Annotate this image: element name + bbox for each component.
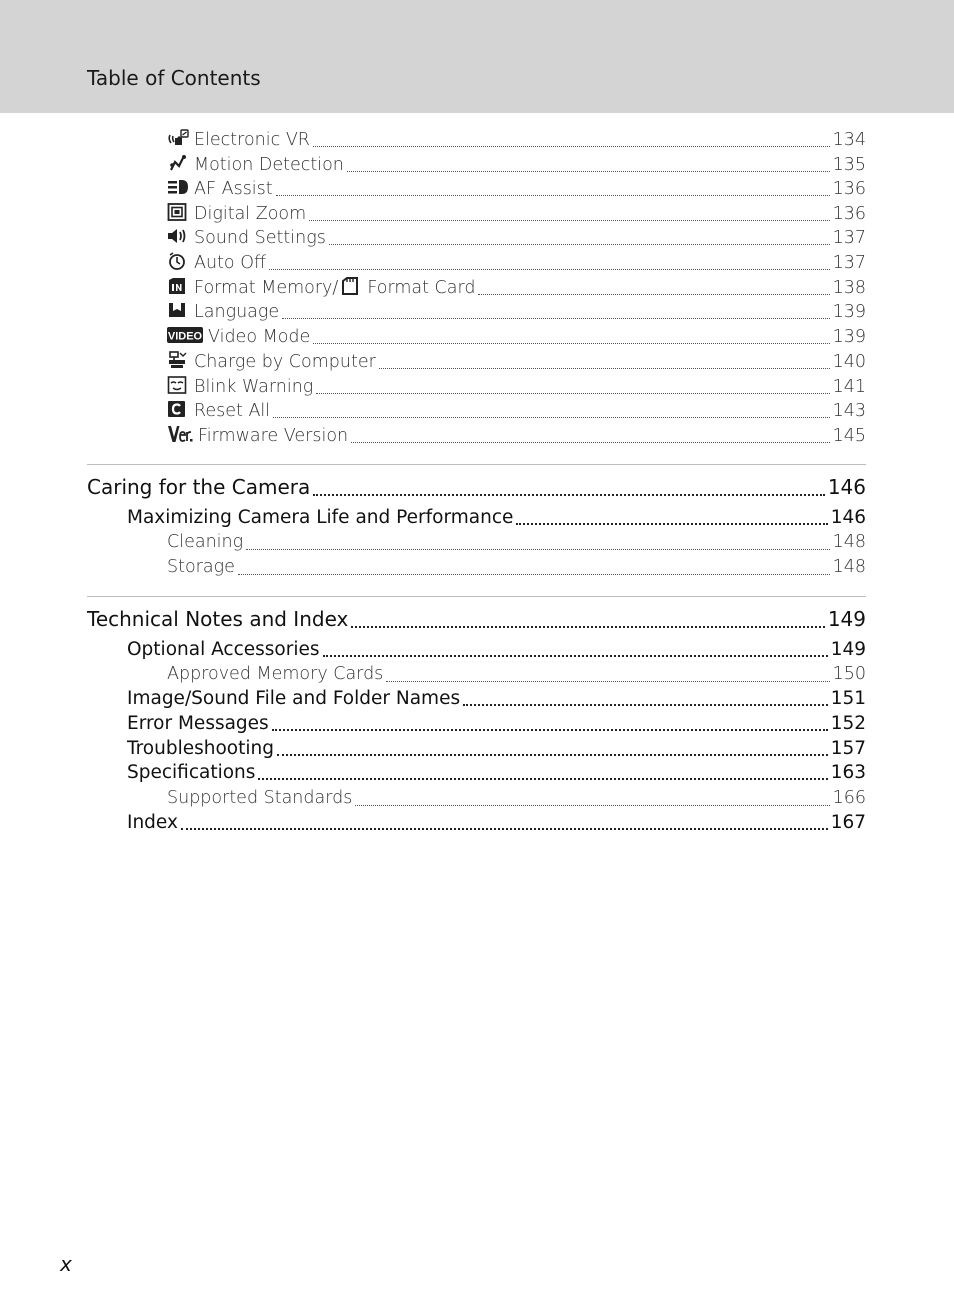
reset-all-icon [167, 400, 189, 418]
toc-section-caring[interactable] [87, 474, 866, 501]
toc-entry-language[interactable] [167, 299, 866, 323]
digital-zoom-icon [167, 203, 189, 221]
entry-label: Troubleshooting [127, 738, 274, 759]
entry-label: Approved Memory Cards [167, 664, 384, 684]
section-divider [87, 464, 866, 465]
entry-label: Maximizing Camera Life and Performance [127, 507, 514, 528]
entry-label: Firmware Version [198, 426, 349, 446]
entry-page: 152 [830, 713, 866, 734]
leader-dots [347, 170, 830, 172]
toc-entry-af-assist[interactable] [167, 176, 866, 200]
leader-dots [282, 317, 829, 319]
firmware-version-icon [167, 425, 193, 443]
toc-entry-sound-settings[interactable] [167, 225, 866, 249]
leader-dots [313, 342, 829, 344]
toc-entry-video-mode[interactable] [167, 324, 866, 348]
entry-label: Format Memory/ [194, 278, 339, 298]
entry-page: 139 [832, 302, 866, 322]
toc-entry-reset-all[interactable] [167, 398, 866, 422]
toc-section-technical-notes[interactable] [87, 606, 866, 633]
entry-page: 136 [832, 179, 866, 199]
leader-dots [277, 753, 828, 756]
entry-page: 167 [830, 812, 866, 833]
page-number: x [60, 1252, 72, 1276]
video-mode-icon [167, 326, 203, 344]
leader-dots [516, 522, 827, 525]
header-band [0, 0, 954, 113]
entry-page: 134 [832, 130, 866, 150]
entry-page: 141 [832, 377, 866, 397]
entry-page: 137 [832, 228, 866, 248]
toc-entry-digital-zoom[interactable] [167, 201, 866, 225]
leader-dots [355, 804, 829, 806]
entry-label: Error Messages [127, 713, 269, 734]
section-title: Technical Notes and Index [87, 607, 349, 631]
leader-dots [313, 145, 830, 147]
leader-dots [181, 827, 828, 830]
motion-detection-icon [167, 154, 189, 172]
leader-dots [313, 493, 825, 496]
toc-entry-index[interactable] [127, 810, 866, 835]
leader-dots [258, 777, 827, 780]
entry-label: Cleaning [167, 532, 244, 552]
leader-dots [309, 219, 829, 221]
leader-dots [316, 392, 829, 394]
entry-label: Auto Off [194, 253, 267, 273]
toc-entry-supported-standards[interactable] [167, 786, 866, 810]
toc-entry-storage[interactable] [167, 555, 866, 579]
electronic-vr-icon [167, 129, 189, 147]
sound-settings-icon [167, 227, 189, 245]
leader-dots [478, 293, 829, 295]
entry-label: Storage [167, 557, 235, 577]
leader-dots [238, 573, 830, 575]
language-icon [167, 301, 189, 319]
toc-entry-electronic-vr[interactable] [167, 127, 866, 151]
entry-label: AF Assist [194, 179, 273, 199]
toc-entry-charge-by-computer[interactable] [167, 349, 866, 373]
toc-entry-firmware-version[interactable] [167, 423, 866, 447]
leader-dots [386, 680, 829, 682]
leader-dots [276, 194, 830, 196]
entry-page: 136 [832, 204, 866, 224]
entry-label: Index [127, 812, 178, 833]
entry-page: 151 [830, 688, 866, 709]
leader-dots [323, 654, 828, 657]
toc-entry-error-messages[interactable] [127, 711, 866, 736]
entry-page: 135 [832, 155, 866, 175]
entry-label: Charge by Computer [194, 352, 376, 372]
entry-label: Supported Standards [167, 788, 353, 808]
toc-entry-file-folder-names[interactable] [127, 686, 866, 711]
leader-dots [329, 243, 830, 245]
entry-page: 143 [832, 401, 866, 421]
entry-page: 139 [832, 327, 866, 347]
toc-entry-maximizing-camera-life[interactable] [127, 505, 866, 530]
section-page: 149 [827, 607, 866, 631]
format-memory-icon [167, 277, 189, 295]
entry-label: Optional Accessories [127, 639, 320, 660]
toc-entry-approved-memory-cards[interactable] [167, 662, 866, 686]
entry-label: Reset All [194, 401, 271, 421]
entry-page: 146 [830, 507, 866, 528]
entry-label: Blink Warning [194, 377, 314, 397]
entry-page: 163 [830, 762, 866, 783]
leader-dots [351, 441, 829, 443]
format-card-icon [340, 277, 362, 295]
entry-page: 137 [832, 253, 866, 273]
entry-page: 150 [832, 664, 866, 684]
toc-entry-optional-accessories[interactable] [127, 637, 866, 662]
entry-label: Motion Detection [194, 155, 344, 175]
entry-page: 166 [832, 788, 866, 808]
toc-entry-motion-detection[interactable] [167, 152, 866, 176]
entry-page: 149 [830, 639, 866, 660]
leader-dots [273, 416, 829, 418]
toc-entry-format-memory[interactable] [167, 275, 866, 299]
page-title: Table of Contents [87, 66, 261, 90]
entry-page: 145 [832, 426, 866, 446]
blink-warning-icon [167, 376, 189, 394]
entry-page: 157 [830, 738, 866, 759]
entry-label: Image/Sound File and Folder Names [127, 688, 461, 709]
entry-label-2: Format Card [367, 278, 476, 298]
section-title: Caring for the Camera [87, 475, 311, 499]
auto-off-icon [167, 252, 189, 270]
leader-dots [272, 728, 828, 731]
entry-page: 138 [832, 278, 866, 298]
section-page: 146 [827, 475, 866, 499]
svg-text:VIDEO: VIDEO [167, 330, 203, 343]
toc-entry-blink-warning[interactable] [167, 374, 866, 398]
toc-entry-cleaning[interactable] [167, 530, 866, 554]
charge-by-computer-icon [167, 351, 189, 369]
toc-entry-auto-off[interactable] [167, 250, 866, 274]
toc-entry-specifications[interactable] [127, 760, 866, 785]
leader-dots [246, 548, 829, 550]
entry-label: Specifications [127, 762, 256, 783]
leader-dots [351, 625, 824, 628]
entry-label: Digital Zoom [194, 204, 307, 224]
entry-label: Language [194, 302, 280, 322]
leader-dots [269, 268, 830, 270]
toc-entry-troubleshooting[interactable] [127, 736, 866, 761]
section-divider [87, 596, 866, 597]
leader-dots [463, 703, 828, 706]
entry-label: Electronic VR [194, 130, 310, 150]
entry-label: Sound Settings [194, 228, 326, 248]
entry-page: 140 [832, 352, 866, 372]
entry-page: 148 [832, 557, 866, 577]
leader-dots [379, 367, 830, 369]
entry-label: Video Mode [208, 327, 311, 347]
entry-page: 148 [832, 532, 866, 552]
af-assist-icon [167, 178, 189, 196]
